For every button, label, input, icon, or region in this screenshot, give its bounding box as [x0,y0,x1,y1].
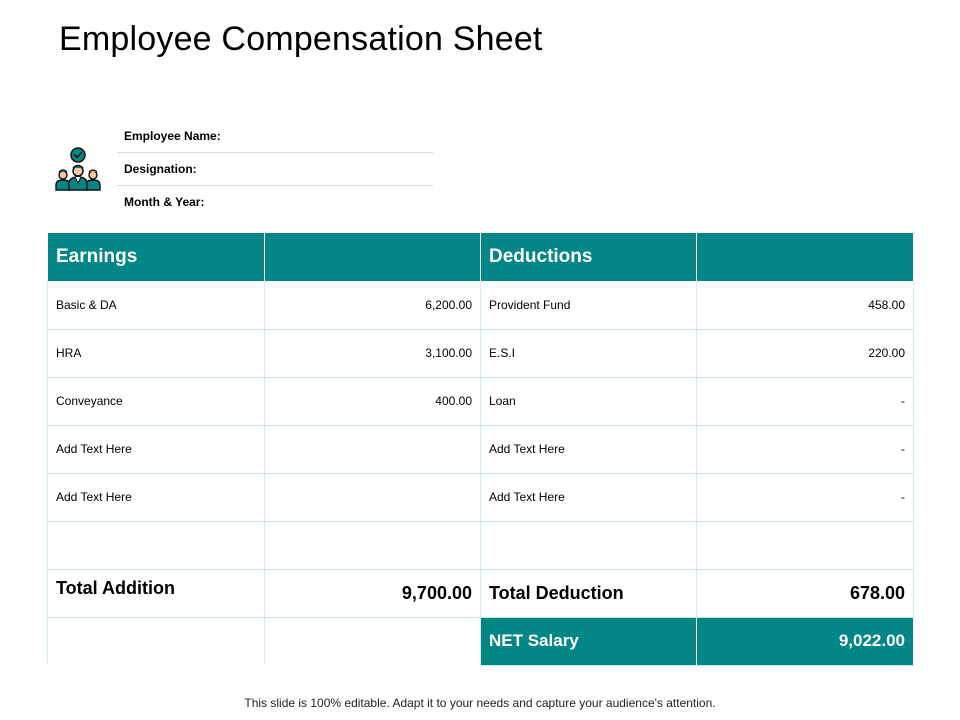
earning-label: Conveyance [48,377,265,425]
table-row [48,425,914,473]
earning-amount [265,425,481,473]
deduction-amount [697,521,914,569]
earning-amount: 6,200.00 [265,281,481,329]
table-row [48,329,914,377]
deductions-header: Deductions [481,233,697,281]
total-deduction-value: 678.00 [697,569,914,617]
deduction-label [481,521,697,569]
earning-label: HRA [48,329,265,377]
deduction-label: Provident Fund [481,281,697,329]
table-header-row [48,233,914,281]
table-row [48,521,914,569]
deduction-amount: 220.00 [697,329,914,377]
net-salary-value: 9,022.00 [697,617,914,665]
deduction-label: Add Text Here [481,425,697,473]
total-deduction-label: Total Deduction [481,569,697,617]
deductions-amount-header [697,233,914,281]
empty-cell [265,617,481,665]
earning-label [48,521,265,569]
table-row [48,473,914,521]
earning-label: Basic & DA [48,281,265,329]
empty-cell [48,617,265,665]
deduction-amount: - [697,473,914,521]
earning-amount: 3,100.00 [265,329,481,377]
totals-row [48,569,914,617]
employee-name-label: Employee Name: [124,129,221,143]
deduction-amount: - [697,377,914,425]
deduction-label: Loan [481,377,697,425]
deduction-amount: 458.00 [697,281,914,329]
designation-label: Designation: [117,152,433,185]
total-addition-value: 9,700.00 [265,569,481,617]
earning-amount [265,473,481,521]
deduction-label: E.S.I [481,329,697,377]
page-title: Employee Compensation Sheet [59,20,543,58]
total-addition-label: Total Addition [48,569,265,617]
earning-amount: 400.00 [265,377,481,425]
earnings-amount-header [265,233,481,281]
footer-note: This slide is 100% editable. Adapt it to your needs and capture your audience's attention. [244,696,716,710]
employees-check-icon [54,147,102,191]
compensation-table [47,233,914,666]
table-row [48,281,914,329]
earning-amount [265,521,481,569]
net-salary-label: NET Salary [481,617,697,665]
earning-label: Add Text Here [48,425,265,473]
earning-label: Add Text Here [48,473,265,521]
deduction-label: Add Text Here [481,473,697,521]
table-row [48,377,914,425]
month-year-label: Month & Year: [117,185,433,218]
employee-info [117,120,433,218]
deduction-amount: - [697,425,914,473]
earnings-header: Earnings [48,233,265,281]
net-salary-row [48,617,914,665]
